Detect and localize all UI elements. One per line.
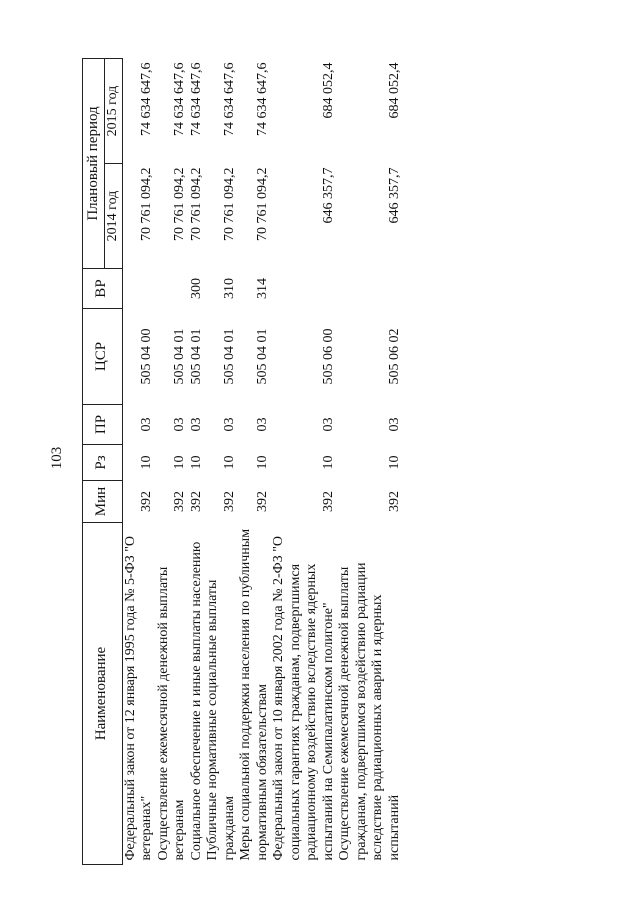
row-2014: 646 357,7 — [386, 167, 402, 224]
row-min: 392 — [221, 491, 237, 512]
row-min: 392 — [254, 491, 270, 512]
row-2014: 646 357,7 — [320, 167, 336, 224]
row-2014: 70 761 094,2 — [139, 167, 155, 241]
row-2015: 74 634 647,6 — [254, 62, 270, 136]
header-rz: Рз — [83, 445, 123, 481]
row-min: 392 — [188, 491, 204, 512]
row-rz: 10 — [221, 455, 237, 470]
row-min: 392 — [172, 491, 188, 512]
row-rz: 10 — [254, 455, 270, 470]
row-rz: 10 — [139, 455, 155, 470]
row-name: Меры социальной поддержки населения по публичным нормативным обязательствам — [238, 528, 270, 861]
row-min: 392 — [386, 491, 402, 512]
rotated-table-container — [82, 59, 566, 865]
header-vr: ВР — [83, 269, 123, 309]
row-2014: 70 761 094,2 — [254, 167, 270, 241]
table-row — [205, 58, 238, 864]
row-min: 392 — [320, 491, 336, 512]
row-rz: 10 — [188, 455, 204, 470]
row-2015: 74 634 647,6 — [188, 62, 204, 136]
page-number: 103 — [49, 446, 65, 470]
table-header — [83, 58, 123, 864]
row-csr: 505 06 00 — [320, 328, 336, 385]
row-pr: 03 — [221, 417, 237, 432]
row-csr: 505 04 01 — [172, 328, 188, 385]
row-vr — [122, 269, 156, 309]
row-vr — [156, 269, 189, 309]
header-min: Мин — [83, 481, 123, 523]
row-2014: 70 761 094,2 — [188, 167, 204, 241]
row-pr: 03 — [188, 417, 204, 432]
row-2014: 70 761 094,2 — [221, 167, 237, 241]
row-pr: 03 — [139, 417, 155, 432]
row-csr: 505 04 01 — [254, 328, 270, 385]
header-name: Наименование — [83, 523, 123, 865]
header-pr: ПР — [83, 405, 123, 445]
row-2015: 74 634 647,6 — [139, 62, 155, 136]
row-2014: 70 761 094,2 — [172, 167, 188, 241]
header-year-2014: 2014 год — [105, 164, 123, 269]
row-2015: 684 052,4 — [386, 62, 402, 119]
row-csr: 505 04 01 — [188, 328, 204, 385]
row-min: 392 — [139, 491, 155, 512]
header-year-2015: 2015 год — [105, 58, 123, 163]
row-vr: 314 — [254, 278, 270, 299]
table-body — [122, 58, 403, 864]
budget-table — [82, 58, 403, 865]
row-name: Социальное обеспечение и иные выплаты населению — [188, 541, 204, 861]
row-name: Осуществление ежемесячной денежной выплаты ветеранам — [155, 566, 188, 861]
row-rz: 10 — [386, 455, 402, 470]
table-row — [156, 58, 189, 864]
row-pr: 03 — [254, 417, 270, 432]
row-vr — [271, 269, 337, 309]
row-csr: 505 04 00 — [139, 328, 155, 385]
table-row — [189, 58, 206, 864]
row-name: Федеральный закон от 12 января 1995 года № 5-ФЗ "О ветеранах" — [122, 535, 155, 861]
row-pr: 03 — [386, 417, 402, 432]
table-row — [271, 58, 337, 864]
row-pr: 03 — [172, 417, 188, 432]
row-csr: 505 06 02 — [386, 328, 402, 385]
row-name: Публичные нормативные социальные выплаты гражданам — [205, 579, 237, 861]
row-csr: 505 04 01 — [221, 328, 237, 385]
row-2015: 74 634 647,6 — [221, 62, 237, 136]
row-vr: 300 — [188, 278, 204, 299]
header-plan-period: Плановый период — [83, 58, 105, 268]
row-rz: 10 — [320, 455, 336, 470]
table-row — [337, 58, 403, 864]
row-name: Федеральный закон от 10 января 2002 года № 2-ФЗ "О социальных гарантиях гражданам, подвергшимся радиационному воздействию вследствие ядерных испытаний на Семипалатинском полигоне" — [271, 535, 336, 861]
table-row — [122, 58, 156, 864]
row-vr — [337, 269, 403, 309]
header-csr: ЦСР — [83, 309, 123, 405]
row-rz: 10 — [172, 455, 188, 470]
row-2015: 684 052,4 — [320, 62, 336, 119]
row-pr: 03 — [320, 417, 336, 432]
row-name: Осуществление ежемесячной денежной выплаты гражданам, подвергшимся воздействию радиации вследствие радиационных аварий и ядерных испытаний — [337, 562, 402, 861]
row-2015: 74 634 647,6 — [172, 62, 188, 136]
row-vr: 310 — [221, 278, 237, 299]
table-row — [238, 58, 271, 864]
